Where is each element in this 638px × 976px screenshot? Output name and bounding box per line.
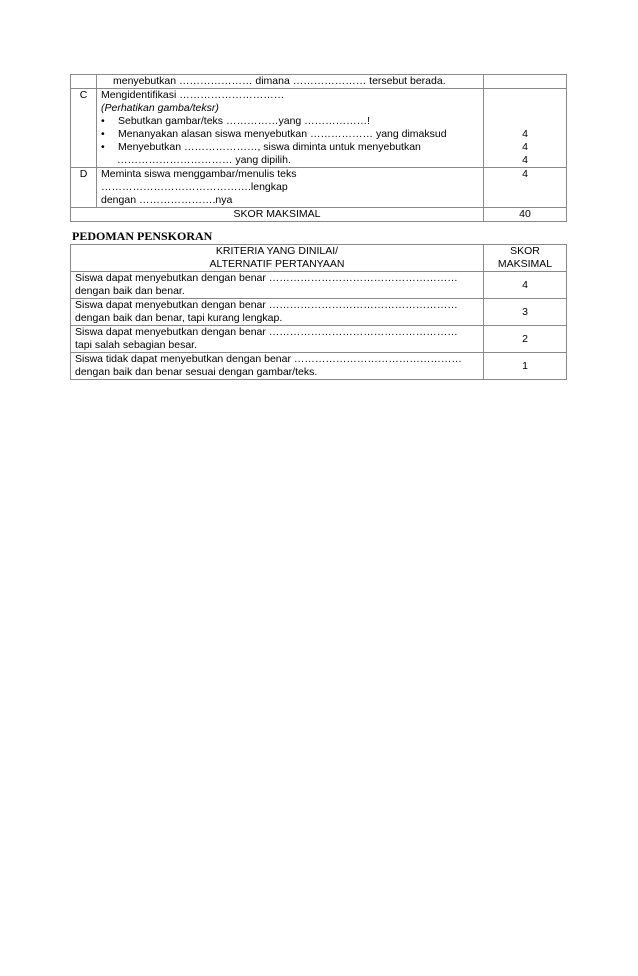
table-row: [71, 89, 567, 168]
score-value: 4: [484, 272, 567, 299]
table-row: [71, 75, 567, 89]
list-item: [101, 115, 479, 128]
table-header-row: [71, 245, 567, 272]
score-value: 1: [484, 353, 567, 380]
table-row: [71, 353, 567, 380]
table-row: [71, 168, 567, 208]
table-row: [71, 299, 567, 326]
header-criteria: [71, 245, 484, 272]
table-row: [71, 272, 567, 299]
bullet-icon: •: [101, 141, 105, 153]
assessment-table: [70, 74, 567, 222]
criteria-text: Siswa tidak dapat menyebutkan dengan benar …………………………………………: [75, 353, 462, 365]
table-row: [71, 208, 567, 222]
criteria-cell: [71, 272, 484, 299]
instruction-text: dengan ………………….nya: [101, 194, 233, 206]
instruction-text: Mengidentifikasi …………………………: [101, 89, 285, 101]
bullet-icon: •: [101, 128, 105, 140]
row-label: C: [71, 89, 97, 168]
header-criteria-line: ALTERNATIF PERTANYAAN: [209, 258, 345, 270]
list-item: [101, 141, 479, 154]
criteria-cell: [71, 326, 484, 353]
row-label-empty: [71, 75, 97, 89]
instruction-note: (Perhatikan gamba/teksr): [101, 102, 219, 114]
total-value: 40: [484, 208, 567, 222]
score-value: 2: [484, 326, 567, 353]
header-score-line: MAKSIMAL: [497, 258, 553, 270]
score-value: 4: [522, 141, 528, 153]
score-value: 4: [484, 168, 567, 208]
bullet-continuation: …………………………… yang dipilih.: [117, 154, 291, 166]
bullet-text: Menyebutkan …………………, siswa diminta untuk menyebutkan: [118, 141, 421, 153]
header-criteria-line: KRITERIA YANG DINILAI/: [215, 245, 339, 257]
criteria-cell: [71, 353, 484, 380]
row-label: D: [71, 168, 97, 208]
total-label: SKOR MAKSIMAL: [71, 208, 484, 222]
section-title: PEDOMAN PENSKORAN: [72, 229, 213, 243]
instruction-cell: [97, 168, 484, 208]
score-value: 4: [522, 154, 528, 166]
score-cell: [484, 89, 567, 168]
criteria-text: dengan baik dan benar, tapi kurang lengkap.: [75, 312, 283, 324]
criteria-text: Siswa dapat menyebutkan dengan benar ………………………………………………: [75, 326, 458, 338]
criteria-text: tapi salah sebagian besar.: [75, 339, 198, 351]
rubric-table: [70, 244, 567, 380]
list-item: [101, 128, 479, 141]
criteria-text: dengan baik dan benar.: [75, 285, 185, 297]
criteria-cell: [71, 299, 484, 326]
table-row: [71, 326, 567, 353]
bullet-text: Menanyakan alasan siswa menyebutkan ……………… yang dimaksud: [118, 128, 447, 140]
score-value: 4: [522, 128, 528, 140]
instruction-cell: [97, 89, 484, 168]
header-score: [484, 245, 567, 272]
criteria-text: Siswa dapat menyebutkan dengan benar ………………………………………………: [75, 272, 458, 284]
score-value: 3: [484, 299, 567, 326]
bullet-text: Sebutkan gambar/teks ……………yang ………………!: [118, 115, 371, 127]
bullet-icon: •: [101, 115, 105, 127]
header-score-line: SKOR: [510, 245, 540, 257]
continued-instruction: menyebutkan ………………… dimana ………………… tersebut berada.: [97, 75, 484, 89]
instruction-text: Meminta siswa menggambar/menulis teks …………………………………….lengkap: [101, 168, 297, 193]
criteria-text: Siswa dapat menyebutkan dengan benar ………………………………………………: [75, 299, 458, 311]
criteria-text: dengan baik dan benar sesuai dengan gambar/teks.: [75, 366, 318, 378]
score-cell-empty: [484, 75, 567, 89]
